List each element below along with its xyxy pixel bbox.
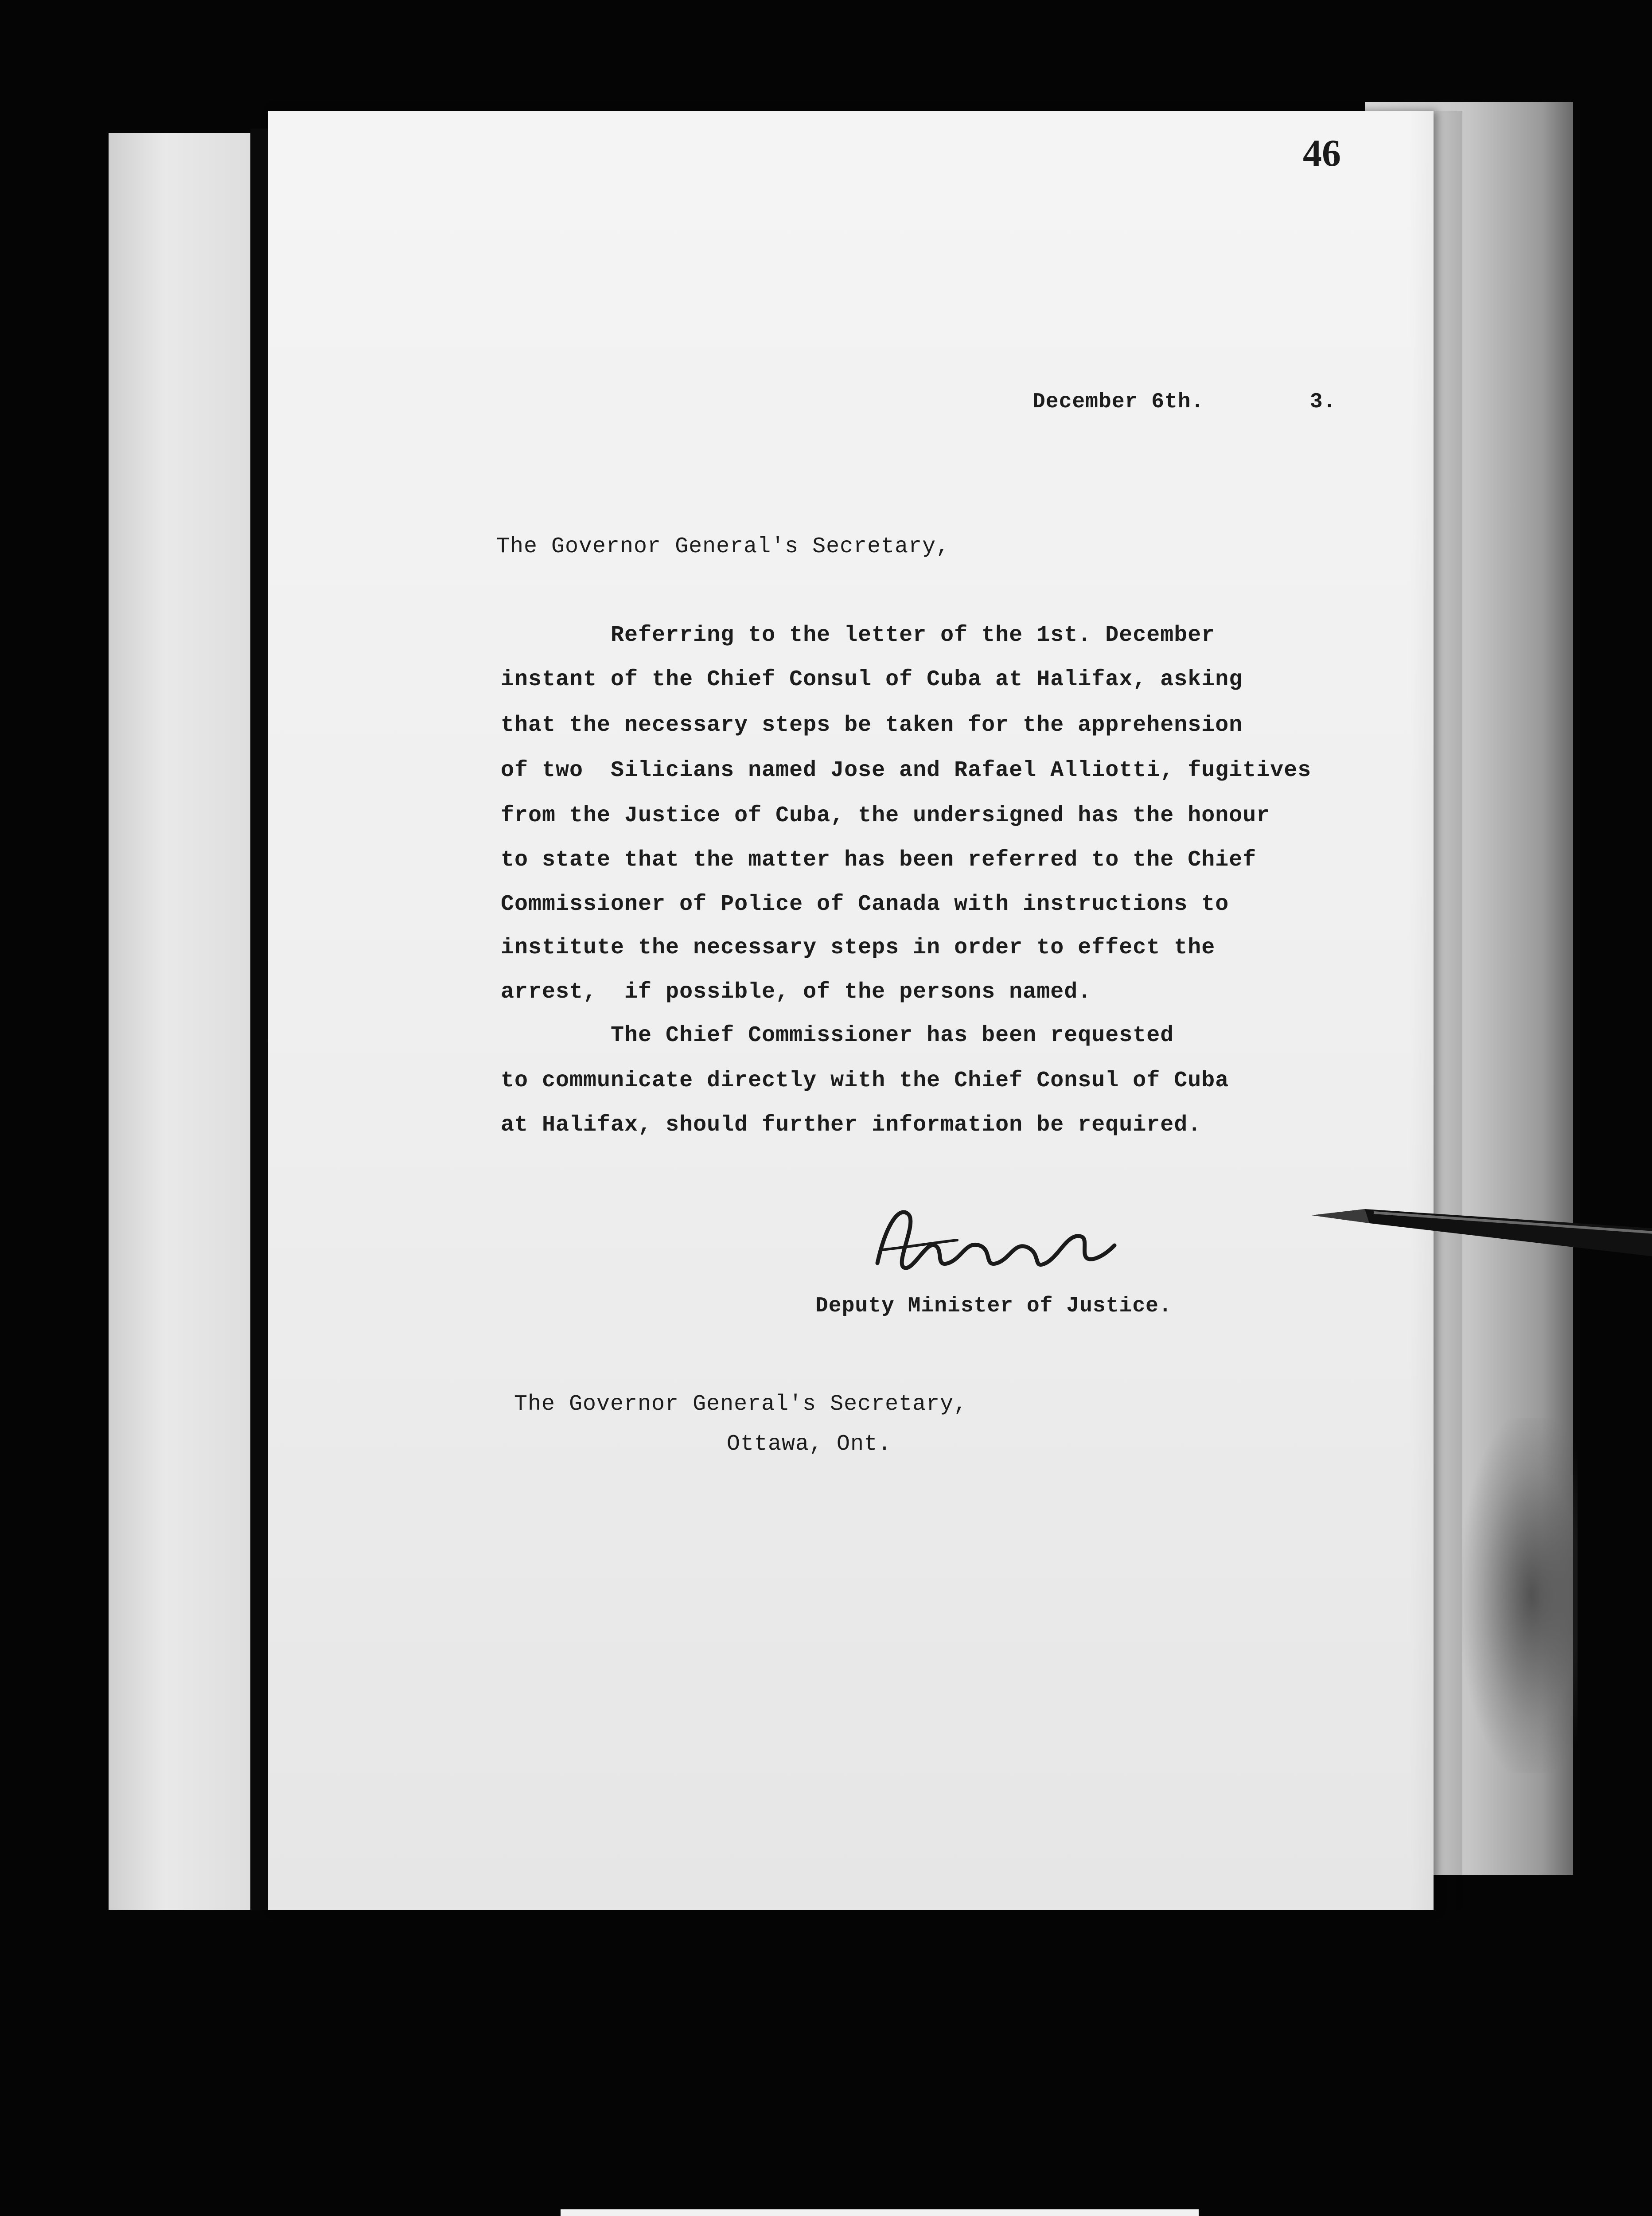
body-line: that the necessary steps be taken for the apprehension (501, 713, 1243, 738)
body-line: at Halifax, should further information be required. (501, 1112, 1202, 1138)
page-shadow (1409, 111, 1462, 1910)
handwritten-signature (869, 1197, 1117, 1285)
body-line: Commissioner of Police of Canada with instructions to (501, 892, 1229, 917)
letter-date: December 6th. 3. (1032, 390, 1336, 414)
department-label (561, 2209, 1199, 2216)
binding-shadow (250, 129, 268, 1910)
body-line: from the Justice of Cuba, the undersigned has the honour (501, 803, 1270, 828)
page-number: 46 (1303, 132, 1341, 174)
recipient-line: The Governor General's Secretary, (514, 1392, 968, 1417)
body-line: to state that the matter has been referred to the Chief (501, 847, 1257, 873)
body-line: to communicate directly with the Chief Consul of Cuba (501, 1068, 1229, 1093)
pen-pointer (1312, 1192, 1652, 1263)
page-stain (1462, 1418, 1578, 1773)
body-line: of two Silicians named Jose and Rafael Alliotti, fugitives (501, 758, 1312, 783)
body-line: institute the necessary steps in order to effect the (501, 935, 1216, 960)
body-line: The Chief Commissioner has been requested (501, 1023, 1174, 1048)
letter-page (268, 111, 1434, 1910)
body-line: instant of the Chief Consul of Cuba at Halifax, asking (501, 667, 1243, 692)
letter-salutation: The Governor General's Secretary, (496, 534, 950, 559)
body-line: arrest, if possible, of the persons named. (501, 979, 1092, 1005)
signature-title: Deputy Minister of Justice. (815, 1294, 1172, 1318)
body-line: Referring to the letter of the 1st. December (501, 623, 1216, 648)
left-page-edge (109, 133, 250, 1910)
recipient-city: Ottawa, Ont. (727, 1432, 892, 1457)
